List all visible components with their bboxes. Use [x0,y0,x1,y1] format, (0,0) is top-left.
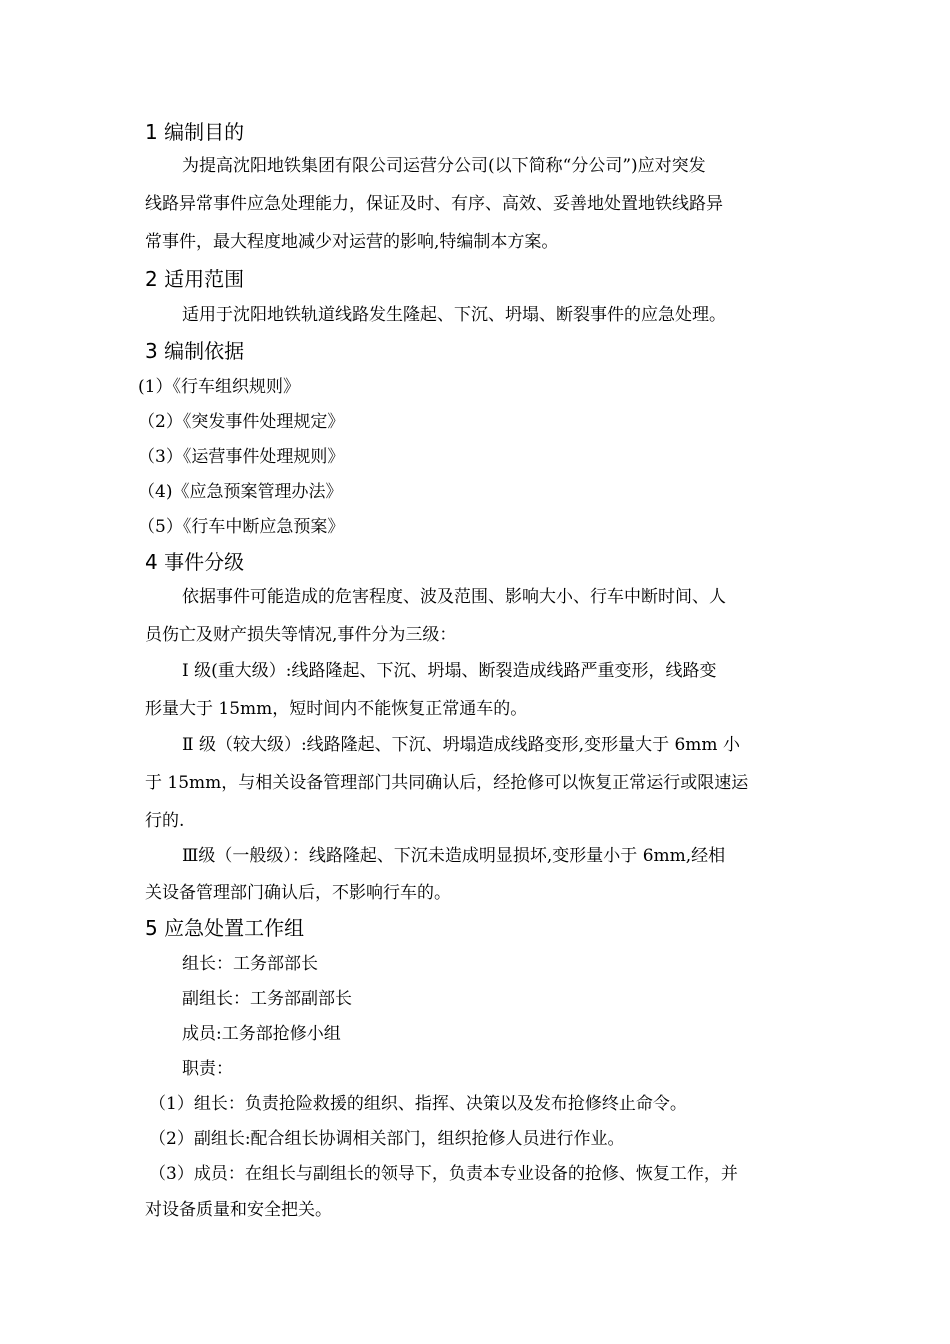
level-3-line: Ⅲ级（一般级）：线路隆起、下沉未造成明显损坏,变形量小于 6mm,经相 [182,846,726,866]
section-heading-basis: 3 编制依据 [145,339,245,363]
basis-item: （3）《运营事件处理规则》 [138,447,345,467]
duty-item: （3）成员：在组长与副组长的领导下，负责本专业设备的抢修、恢复工作，并 [149,1164,738,1184]
leader-line: 组长：工务部部长 [182,954,318,974]
section-heading-scope: 2 适用范围 [145,267,245,291]
members-line: 成员:工务部抢修小组 [182,1024,341,1044]
paragraph-line: 为提高沈阳地铁集团有限公司运营分公司(以下简称“分公司”)应对突发 [182,156,706,176]
level-3-line: 关设备管理部门确认后，不影响行车的。 [145,883,451,903]
deputy-line: 副组长：工务部副部长 [182,989,352,1009]
duty-item: 对设备质量和安全把关。 [145,1200,332,1220]
basis-item: (1）《行车组织规则》 [138,377,300,397]
duty-item: （1）组长：负责抢险救援的组织、指挥、决策以及发布抢修终止命令。 [149,1094,687,1114]
paragraph-line: 适用于沈阳地铁轨道线路发生隆起、下沉、坍塌、断裂事件的应急处理。 [182,305,726,325]
section-heading-purpose: 1 编制目的 [145,120,245,144]
level-2-line: 于 15mm，与相关设备管理部门共同确认后，经抢修可以恢复正常运行或限速运 [145,773,749,793]
paragraph-line: 员伤亡及财产损失等情况,事件分为三级： [145,625,457,645]
paragraph-line: 线路异常事件应急处理能力，保证及时、有序、高效、妥善地处置地铁线路异 [145,194,723,214]
section-heading-workgroup: 5 应急处置工作组 [145,916,305,940]
duty-item: （2）副组长:配合组长协调相关部门，组织抢修人员进行作业。 [149,1129,625,1149]
basis-item: （4)《应急预案管理办法》 [138,482,343,502]
basis-item: （5）《行车中断应急预案》 [138,517,345,537]
basis-item: （2）《突发事件处理规定》 [138,412,345,432]
level-2-line: Ⅱ 级（较大级）:线路隆起、下沉、坍塌造成线路变形,变形量大于 6mm 小 [182,735,740,755]
level-1-line: 形量大于 15mm，短时间内不能恢复正常通车的。 [145,699,528,719]
paragraph-line: 常事件，最大程度地减少对运营的影响,特编制本方案。 [145,232,559,252]
section-heading-levels: 4 事件分级 [145,550,245,574]
level-1-line: Ⅰ 级(重大级）:线路隆起、下沉、坍塌、断裂造成线路严重变形，线路变 [182,661,717,681]
paragraph-line: 依据事件可能造成的危害程度、波及范围、影响大小、行车中断时间、人 [182,587,726,607]
level-2-line: 行的. [145,811,185,831]
duties-label: 职责： [182,1059,233,1079]
